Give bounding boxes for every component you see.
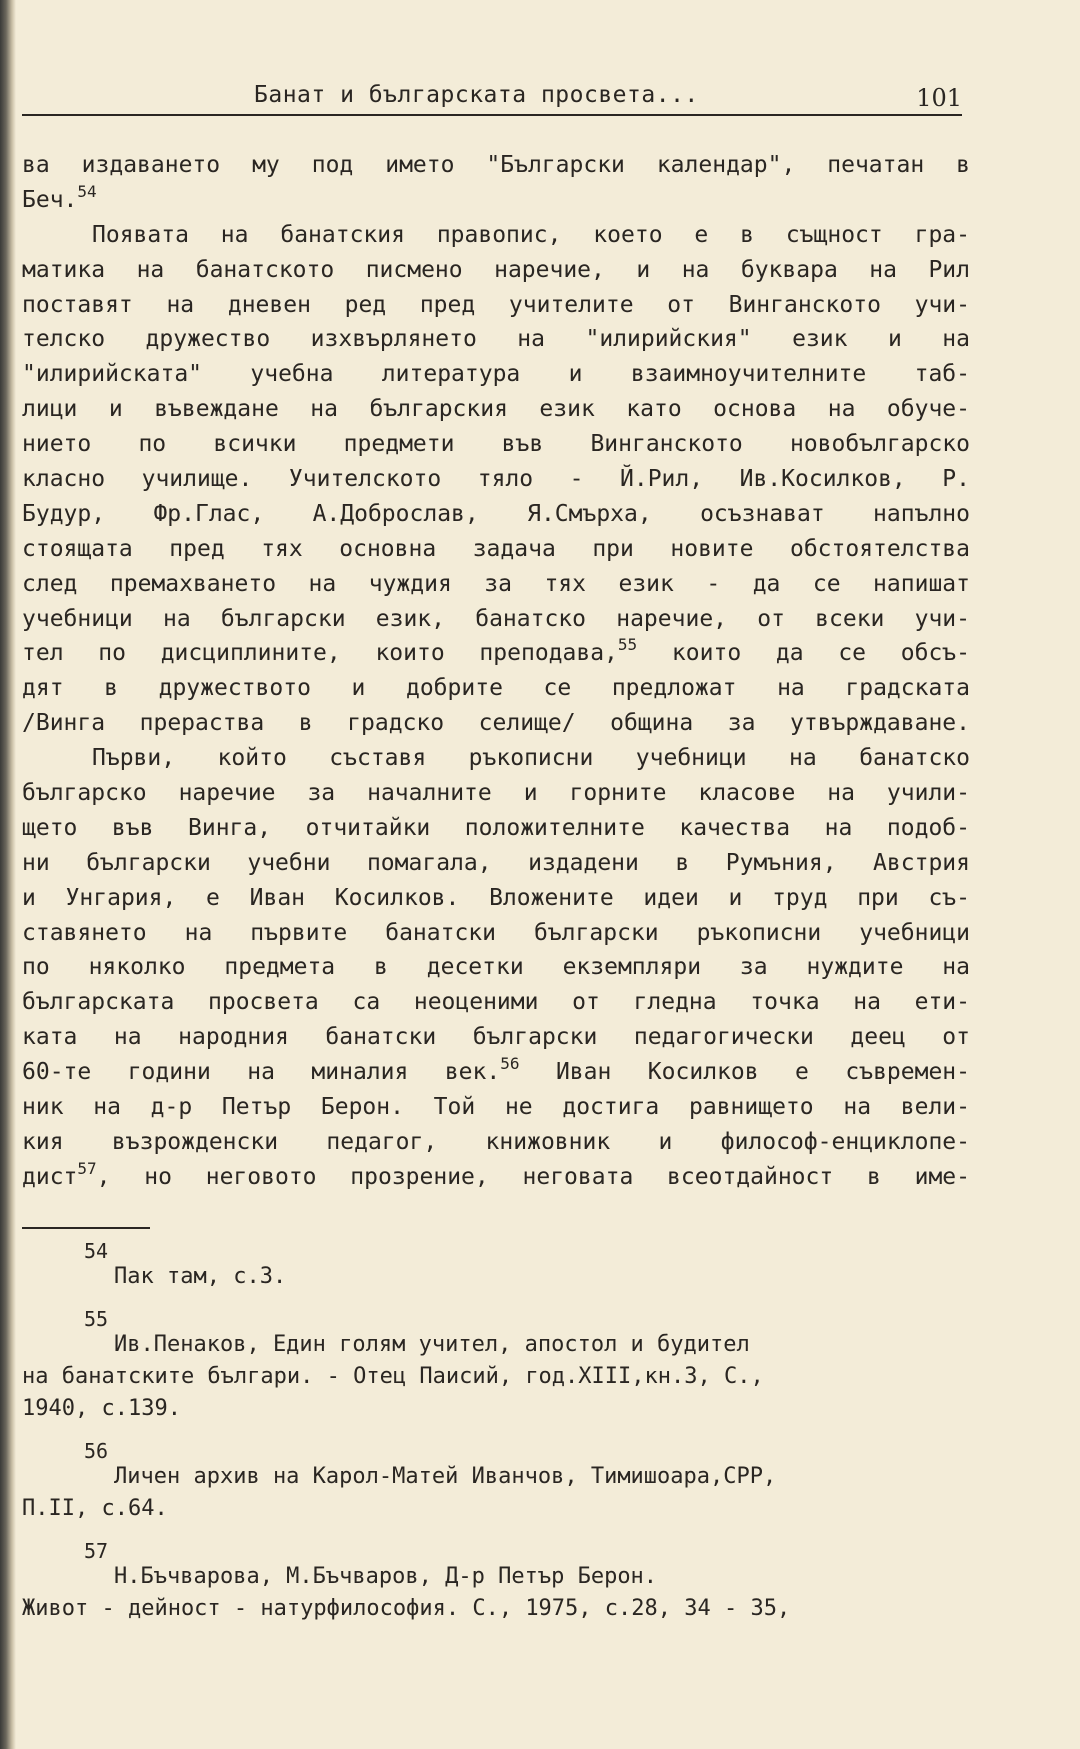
text-line-content: дист <box>22 1163 78 1190</box>
text-line <box>22 532 970 567</box>
text-line <box>22 183 970 218</box>
text-line-content: Появата на банатския правопис, което е в същност гра- <box>92 221 970 248</box>
text-line-content: българската просвета са неоценими от гледна точка на ети- <box>22 989 970 1016</box>
text-line-content: ката на народния банатски български педагогически деец от <box>22 1024 970 1051</box>
text-line <box>22 148 970 183</box>
text-line-content: ни български учебни помагала, издадени в Румъния, Австрия <box>22 849 970 876</box>
text-line-content: ва издаването му под името "Български календар", печатан в <box>22 152 970 178</box>
text-line-content: кия възрожденски педагог, книжовник и философ-енциклопе- <box>22 1128 970 1155</box>
text-line-content: щето във Винга, отчитайки положителните качества на подоб- <box>22 814 970 841</box>
text-line <box>22 1160 970 1195</box>
text-line-content: българско наречие за началните и горните класове на учили- <box>22 780 970 807</box>
footnote <box>22 1439 970 1524</box>
text-line-content: лици и въвеждане на българския език като основа на обуче- <box>22 396 970 423</box>
text-line <box>22 392 970 427</box>
book-binding-edge <box>0 0 16 1749</box>
text-line <box>22 427 970 462</box>
main-text <box>22 148 970 1195</box>
text-line-content: нието по всички предмети във Винганското новобългарско <box>22 431 970 458</box>
text-line-content: поставят на дневен ред пред учителите от Винганското учи- <box>22 291 970 318</box>
footnote-number: 55 <box>84 1307 109 1331</box>
footnote-reference[interactable]: 55 <box>617 635 638 655</box>
text-line <box>22 322 970 357</box>
footnote-reference[interactable]: 56 <box>500 1054 520 1074</box>
text-line-content: Беч. <box>22 186 78 213</box>
text-line <box>22 1090 970 1125</box>
footnote-line: П.II, с.64. <box>22 1496 168 1521</box>
footnote <box>22 1307 970 1424</box>
footnote-line: на банатските българи. - Отец Паисий, год.XIII,кн.3, С., <box>22 1364 764 1389</box>
text-line-content: "илирийската" учебна литература и взаимноучителните таб- <box>22 361 970 388</box>
text-line <box>22 253 970 288</box>
text-line <box>22 776 970 811</box>
footnote-number: 54 <box>84 1239 109 1263</box>
text-line <box>22 636 970 671</box>
text-line-content: по няколко предмета в десетки екземпляри за нуждите на <box>22 954 970 981</box>
text-line-content: класно училище. Учителското тяло - Й.Рил, Ив.Косилков, Р. <box>22 466 970 493</box>
text-line-content: 60-те години на миналия век. <box>22 1059 501 1086</box>
text-line <box>22 846 970 881</box>
text-line <box>22 706 970 741</box>
footnote-gap <box>22 1524 970 1542</box>
text-line <box>22 1020 970 1055</box>
text-line <box>22 357 970 392</box>
text-line-content: ставянето на първите банатски български ръкописни учебници <box>22 919 970 946</box>
footnote-gap <box>22 1292 970 1310</box>
footnote-number: 56 <box>84 1439 109 1463</box>
text-line <box>22 741 970 776</box>
text-line <box>22 567 970 602</box>
text-line <box>22 671 970 706</box>
footnote <box>22 1539 970 1624</box>
text-line <box>22 881 970 916</box>
text-line-continuation: Иван Косилков е съвремен- <box>519 1059 970 1086</box>
text-line-content: учебници на български език, банатско наречие, от всеки учи- <box>22 605 970 632</box>
footnote-reference[interactable]: 54 <box>77 181 97 201</box>
book-page <box>22 0 972 1749</box>
text-line-continuation: , но неговото прозрение, неговата всеотдайност в име- <box>96 1163 970 1190</box>
text-line <box>22 1055 970 1090</box>
text-line-content: Първи, който съставя ръкописни учебници на банатско <box>92 745 970 772</box>
text-line <box>22 497 970 532</box>
text-line-content: матика на банатското писмено наречие, и на буквара на Рил <box>22 256 970 283</box>
text-line <box>22 462 970 497</box>
running-header <box>22 80 962 116</box>
text-line <box>22 950 970 985</box>
text-line-content: ник на д-р Петър Берон. Той не достига равнището на вели- <box>22 1094 970 1121</box>
footnote-number: 57 <box>84 1539 109 1563</box>
text-line-content: и Унгария, е Иван Косилков. Вложените идеи и труд при съ- <box>22 884 970 911</box>
footnote-line: Личен архив на Карол-Матей Иванчов, Тимишоара,СРР, <box>114 1464 777 1489</box>
footnotes <box>22 1239 970 1624</box>
text-line-content: Будур, Фр.Глас, А.Доброслав, Я.Смърха, осъзнават напълно <box>22 500 970 527</box>
footnote-line: Живот - дейност - натурфилософия. С., 1975, с.28, 34 - 35, <box>22 1596 791 1621</box>
text-line <box>22 288 970 323</box>
text-line-content: /Винга прераства в градско селище/ община за утвърждаване. <box>22 710 970 737</box>
footnote-line: Пак там, с.3. <box>114 1264 287 1289</box>
footnote-line: 1940, с.139. <box>22 1396 181 1421</box>
text-line <box>22 1125 970 1160</box>
footnote-gap <box>22 1424 970 1442</box>
text-line-content: след премахването на чуждия за тях език - да се напишат <box>22 570 970 597</box>
footnote-reference[interactable]: 57 <box>77 1158 97 1178</box>
text-line-content: телско дружество изхвърлянето на "илирийския" език и на <box>22 326 970 353</box>
text-line <box>22 218 970 253</box>
text-line <box>22 985 970 1020</box>
text-line-content: дят в дружеството и добрите се предложат на градската <box>22 675 970 702</box>
text-line-continuation: които да се обсъ- <box>637 640 970 667</box>
text-line <box>22 602 970 637</box>
page-number: 101 <box>916 84 962 112</box>
footnote-separator <box>22 1227 150 1229</box>
footnote <box>22 1239 970 1292</box>
text-line-content: тел по дисциплините, които преподава, <box>22 640 618 667</box>
footnote-line: Н.Бъчварова, М.Бъчваров, Д-р Петър Берон. <box>114 1564 658 1589</box>
running-title: Банат и българската просвета... <box>254 82 699 108</box>
footnote-line: Ив.Пенаков, Един голям учител, апостол и будител <box>114 1332 750 1357</box>
text-line <box>22 916 970 951</box>
text-line <box>22 811 970 846</box>
text-line-content: стоящата пред тях основна задача при новите обстоятелства <box>22 535 970 562</box>
